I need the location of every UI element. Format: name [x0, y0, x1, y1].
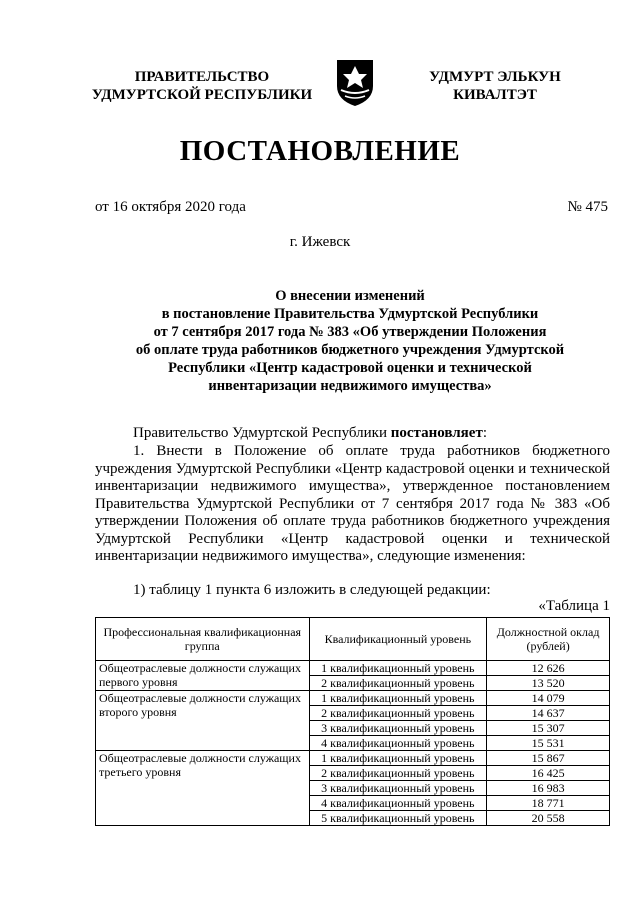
document-number: № 475 — [567, 199, 608, 215]
intro-end: : — [482, 425, 487, 441]
group-name-cell: Общеотраслевые должности служащих третьего уровня — [96, 751, 310, 826]
title-line: Республики «Центр кадастровой оценки и технической — [168, 360, 532, 376]
title-line: об оплате труда работников бюджетного учреждения Удмуртской — [135, 342, 565, 358]
header-level: Квалификационный уровень — [309, 618, 487, 661]
level-cell: 5 квалификационный уровень — [309, 811, 487, 826]
title-line: О внесении изменений — [275, 288, 425, 304]
level-cell: 3 квалификационный уровень — [309, 721, 487, 736]
document-date: от 16 октября 2020 года — [95, 199, 246, 215]
title-line: от 7 сентября 2017 года № 383 «Об утверждении Положения — [153, 324, 547, 340]
paragraph-subclause-1: 1) таблицу 1 пункта 6 изложить в следующей редакции: — [133, 582, 491, 598]
intro-text: Правительство Удмуртской Республики — [133, 425, 391, 441]
level-cell: 1 квалификационный уровень — [309, 751, 487, 766]
header-group: Профессиональная квалификационная группа — [96, 618, 310, 661]
salary-cell: 20 558 — [487, 811, 610, 826]
salary-cell: 14 079 — [487, 691, 610, 706]
intro-bold: постановляет — [390, 425, 483, 441]
header-right-line1: УДМУРТ ЭЛЬКУН — [429, 69, 561, 85]
table-row — [96, 661, 610, 676]
table-caption: «Таблица 1 — [538, 598, 610, 614]
salary-cell: 12 626 — [487, 661, 610, 676]
level-cell: 2 квалификационный уровень — [309, 766, 487, 781]
level-cell: 2 квалификационный уровень — [309, 676, 487, 691]
header-left — [87, 68, 317, 104]
level-cell: 4 квалификационный уровень — [309, 796, 487, 811]
salary-cell: 15 531 — [487, 736, 610, 751]
level-cell: 1 квалификационный уровень — [309, 661, 487, 676]
document-city: г. Ижевск — [289, 234, 351, 250]
level-cell: 3 квалификационный уровень — [309, 781, 487, 796]
salary-cell: 18 771 — [487, 796, 610, 811]
salary-table — [95, 617, 610, 826]
header-right — [425, 68, 565, 104]
salary-cell: 16 425 — [487, 766, 610, 781]
paragraph-intro — [95, 425, 610, 443]
table-row — [96, 751, 610, 766]
salary-cell: 15 867 — [487, 751, 610, 766]
title-line: инвентаризации недвижимого имущества» — [208, 378, 492, 394]
salary-cell: 15 307 — [487, 721, 610, 736]
paragraph-clause-1: 1. Внести в Положение об оплате труда работников бюджетного учреждения Удмуртской Республики «Центр кадастровой оценки и технической инвентаризации недвижимого имущества», утвержденное постановлением Правительства Удмуртской Республики от 7 сентября 2017 года № 383 «Об утверждении Положения об оплате труда работников бюджетного учреждения Удмуртской Республики «Центр кадастровой оценки и технической инвентаризации недвижимого имущества», следующие изменения: — [95, 443, 610, 564]
document-type: ПОСТАНОВЛЕНИЕ — [179, 135, 461, 167]
level-cell: 1 квалификационный уровень — [309, 691, 487, 706]
salary-cell: 14 637 — [487, 706, 610, 721]
header-left-line1: ПРАВИТЕЛЬСТВО — [134, 69, 270, 85]
group-name-cell: Общеотраслевые должности служащих первого уровня — [96, 661, 310, 691]
header-right-line2: КИВАЛТЭТ — [453, 87, 537, 103]
table-row — [96, 691, 610, 706]
header-salary: Должностной оклад (рублей) — [487, 618, 610, 661]
document-title — [100, 287, 600, 395]
title-line: в постановление Правительства Удмуртской Республики — [161, 306, 539, 322]
salary-cell: 16 983 — [487, 781, 610, 796]
header-left-line2: УДМУРТСКОЙ РЕСПУБЛИКИ — [91, 87, 313, 103]
salary-cell: 13 520 — [487, 676, 610, 691]
group-name-cell: Общеотраслевые должности служащих второго уровня — [96, 691, 310, 751]
level-cell: 4 квалификационный уровень — [309, 736, 487, 751]
level-cell: 2 квалификационный уровень — [309, 706, 487, 721]
coat-of-arms-icon — [333, 56, 377, 108]
